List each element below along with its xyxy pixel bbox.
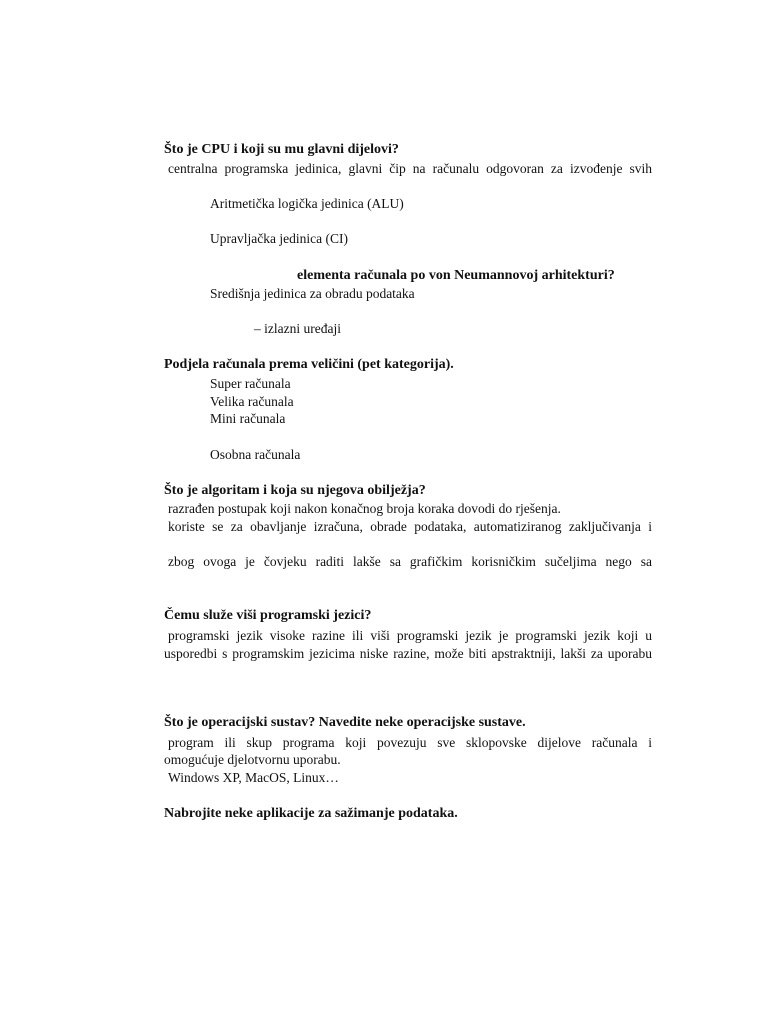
question-languages: Čemu služe viši programski jezici? xyxy=(164,608,372,623)
question-os: Što je operacijski sustav? Navedite neke operacijske sustave. xyxy=(164,715,526,730)
os-examples: Windows XP, MacOS, Linux… xyxy=(168,770,339,785)
cpu-part-alu: Aritmetička logička jedinica (ALU) xyxy=(210,196,404,211)
os-line: program ili skup programa koji povezuju sve sklopovske dijelove računala i xyxy=(168,735,652,750)
category-item: Velika računala xyxy=(210,394,294,409)
algorithm-line: razrađen postupak koji nakon konačnog broja koraka dovodi do rješenja. xyxy=(168,501,561,516)
algorithm-line: koriste se za obavljanje izračuna, obrade podataka, automatiziranog zaključivanja i xyxy=(168,519,652,534)
question-algorithm: Što je algoritam i koja su njegova obilježja? xyxy=(164,483,426,498)
os-line: omogućuje djelotvornu uporabu. xyxy=(164,752,341,767)
question-cpu: Što je CPU i koji su mu glavni dijelovi? xyxy=(164,142,399,157)
question-compression: Nabrojite neke aplikacije za sažimanje podataka. xyxy=(164,806,458,821)
question-categories: Podjela računala prema veličini (pet kategorija). xyxy=(164,357,454,372)
von-neumann-item-io: – izlazni uređaji xyxy=(254,321,341,336)
cpu-part-ci: Upravljačka jedinica (CI) xyxy=(210,231,348,246)
category-item: Osobna računala xyxy=(210,447,301,462)
question-von-neumann: elementa računala po von Neumannovoj arhitekturi? xyxy=(297,268,615,283)
category-item: Mini računala xyxy=(210,411,286,426)
answer-cpu: centralna programska jedinica, glavni čip na računalu odgovoran za izvođenje svih xyxy=(168,161,652,176)
von-neumann-item-cpu: Središnja jedinica za obradu podataka xyxy=(210,286,415,301)
category-item: Super računala xyxy=(210,376,291,391)
algorithm-line: zbog ovoga je čovjeku raditi lakše sa grafičkim korisničkim sučeljima nego sa xyxy=(168,554,652,569)
languages-line: programski jezik visoke razine ili viši programski jezik je programski jezik koji u xyxy=(168,628,652,643)
languages-line: usporedbi s programskim jezicima niske razine, može biti apstraktniji, lakši za uporabu xyxy=(164,646,652,661)
